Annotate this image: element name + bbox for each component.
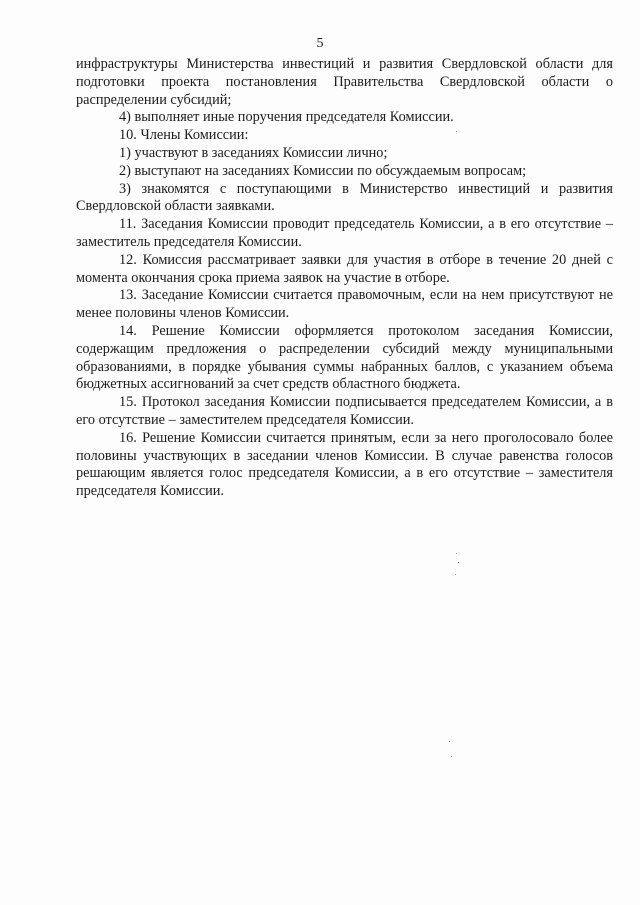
scan-speck bbox=[449, 741, 450, 742]
scan-speck bbox=[456, 553, 457, 554]
paragraph-12: 12. Комиссия рассматривает заявки для участия в отборе в течение 20 дней с момента окончания срока приема заявок на участие в отборе. bbox=[76, 251, 613, 286]
paragraph-10-item-2: 2) выступают на заседаниях Комиссии по обсуждаемым вопросам; bbox=[119, 162, 527, 179]
paragraph-14: 14. Решение Комиссии оформляется протоколом заседания Комиссии, содержащим предложения о распределении субсидий между муниципальными образованиями, в порядке убывания суммы набранных баллов, с указанием объема бюджетных ассигнований за счет средств областного бюджета. bbox=[76, 322, 613, 393]
paragraph-15: 15. Протокол заседания Комиссии подписывается председателем Комиссии, а в его отсутствие – заместителем председателя Комиссии. bbox=[76, 394, 613, 428]
paragraph-16: 16. Решение Комиссии считается принятым, если за него проголосовало более половины участвующих в заседании членов Комиссии. В случае равенства голосов решающим является голос председателя Комиссии, а в его отсутствие – заместителя председателя Комиссии. bbox=[76, 429, 613, 500]
paragraph-item-4: 4) выполняет иные поручения председателя Комиссии. bbox=[119, 109, 454, 126]
paragraph-11: 11. Заседания Комиссии проводит председатель Комиссии, а в его отсутствие – заместитель председателя Комиссии. bbox=[76, 216, 613, 250]
scan-speck bbox=[458, 562, 459, 563]
scan-speck bbox=[455, 574, 456, 575]
paragraph-10: 10. Члены Комиссии: bbox=[119, 127, 249, 144]
page-number: 5 bbox=[316, 36, 324, 51]
paragraph-13: 13. Заседание Комиссии считается правомочным, если на нем присутствуют не менее половины членов Комиссии. bbox=[76, 287, 613, 322]
paragraph-continuation: инфраструктуры Министерства инвестиций и развития Свердловской области для подготовки проекта постановления Правительства Свердловской области о распределении субсидий; bbox=[76, 56, 613, 108]
document-body bbox=[76, 56, 613, 501]
paragraph-10-item-1: 1) участвуют в заседаниях Комиссии лично; bbox=[119, 144, 388, 161]
scan-speck bbox=[451, 756, 452, 757]
paragraph-10-item-3: 3) знакомятся с поступающими в Министерство инвестиций и развития Свердловской области заявками. bbox=[76, 180, 613, 215]
scan-speck bbox=[456, 131, 457, 132]
